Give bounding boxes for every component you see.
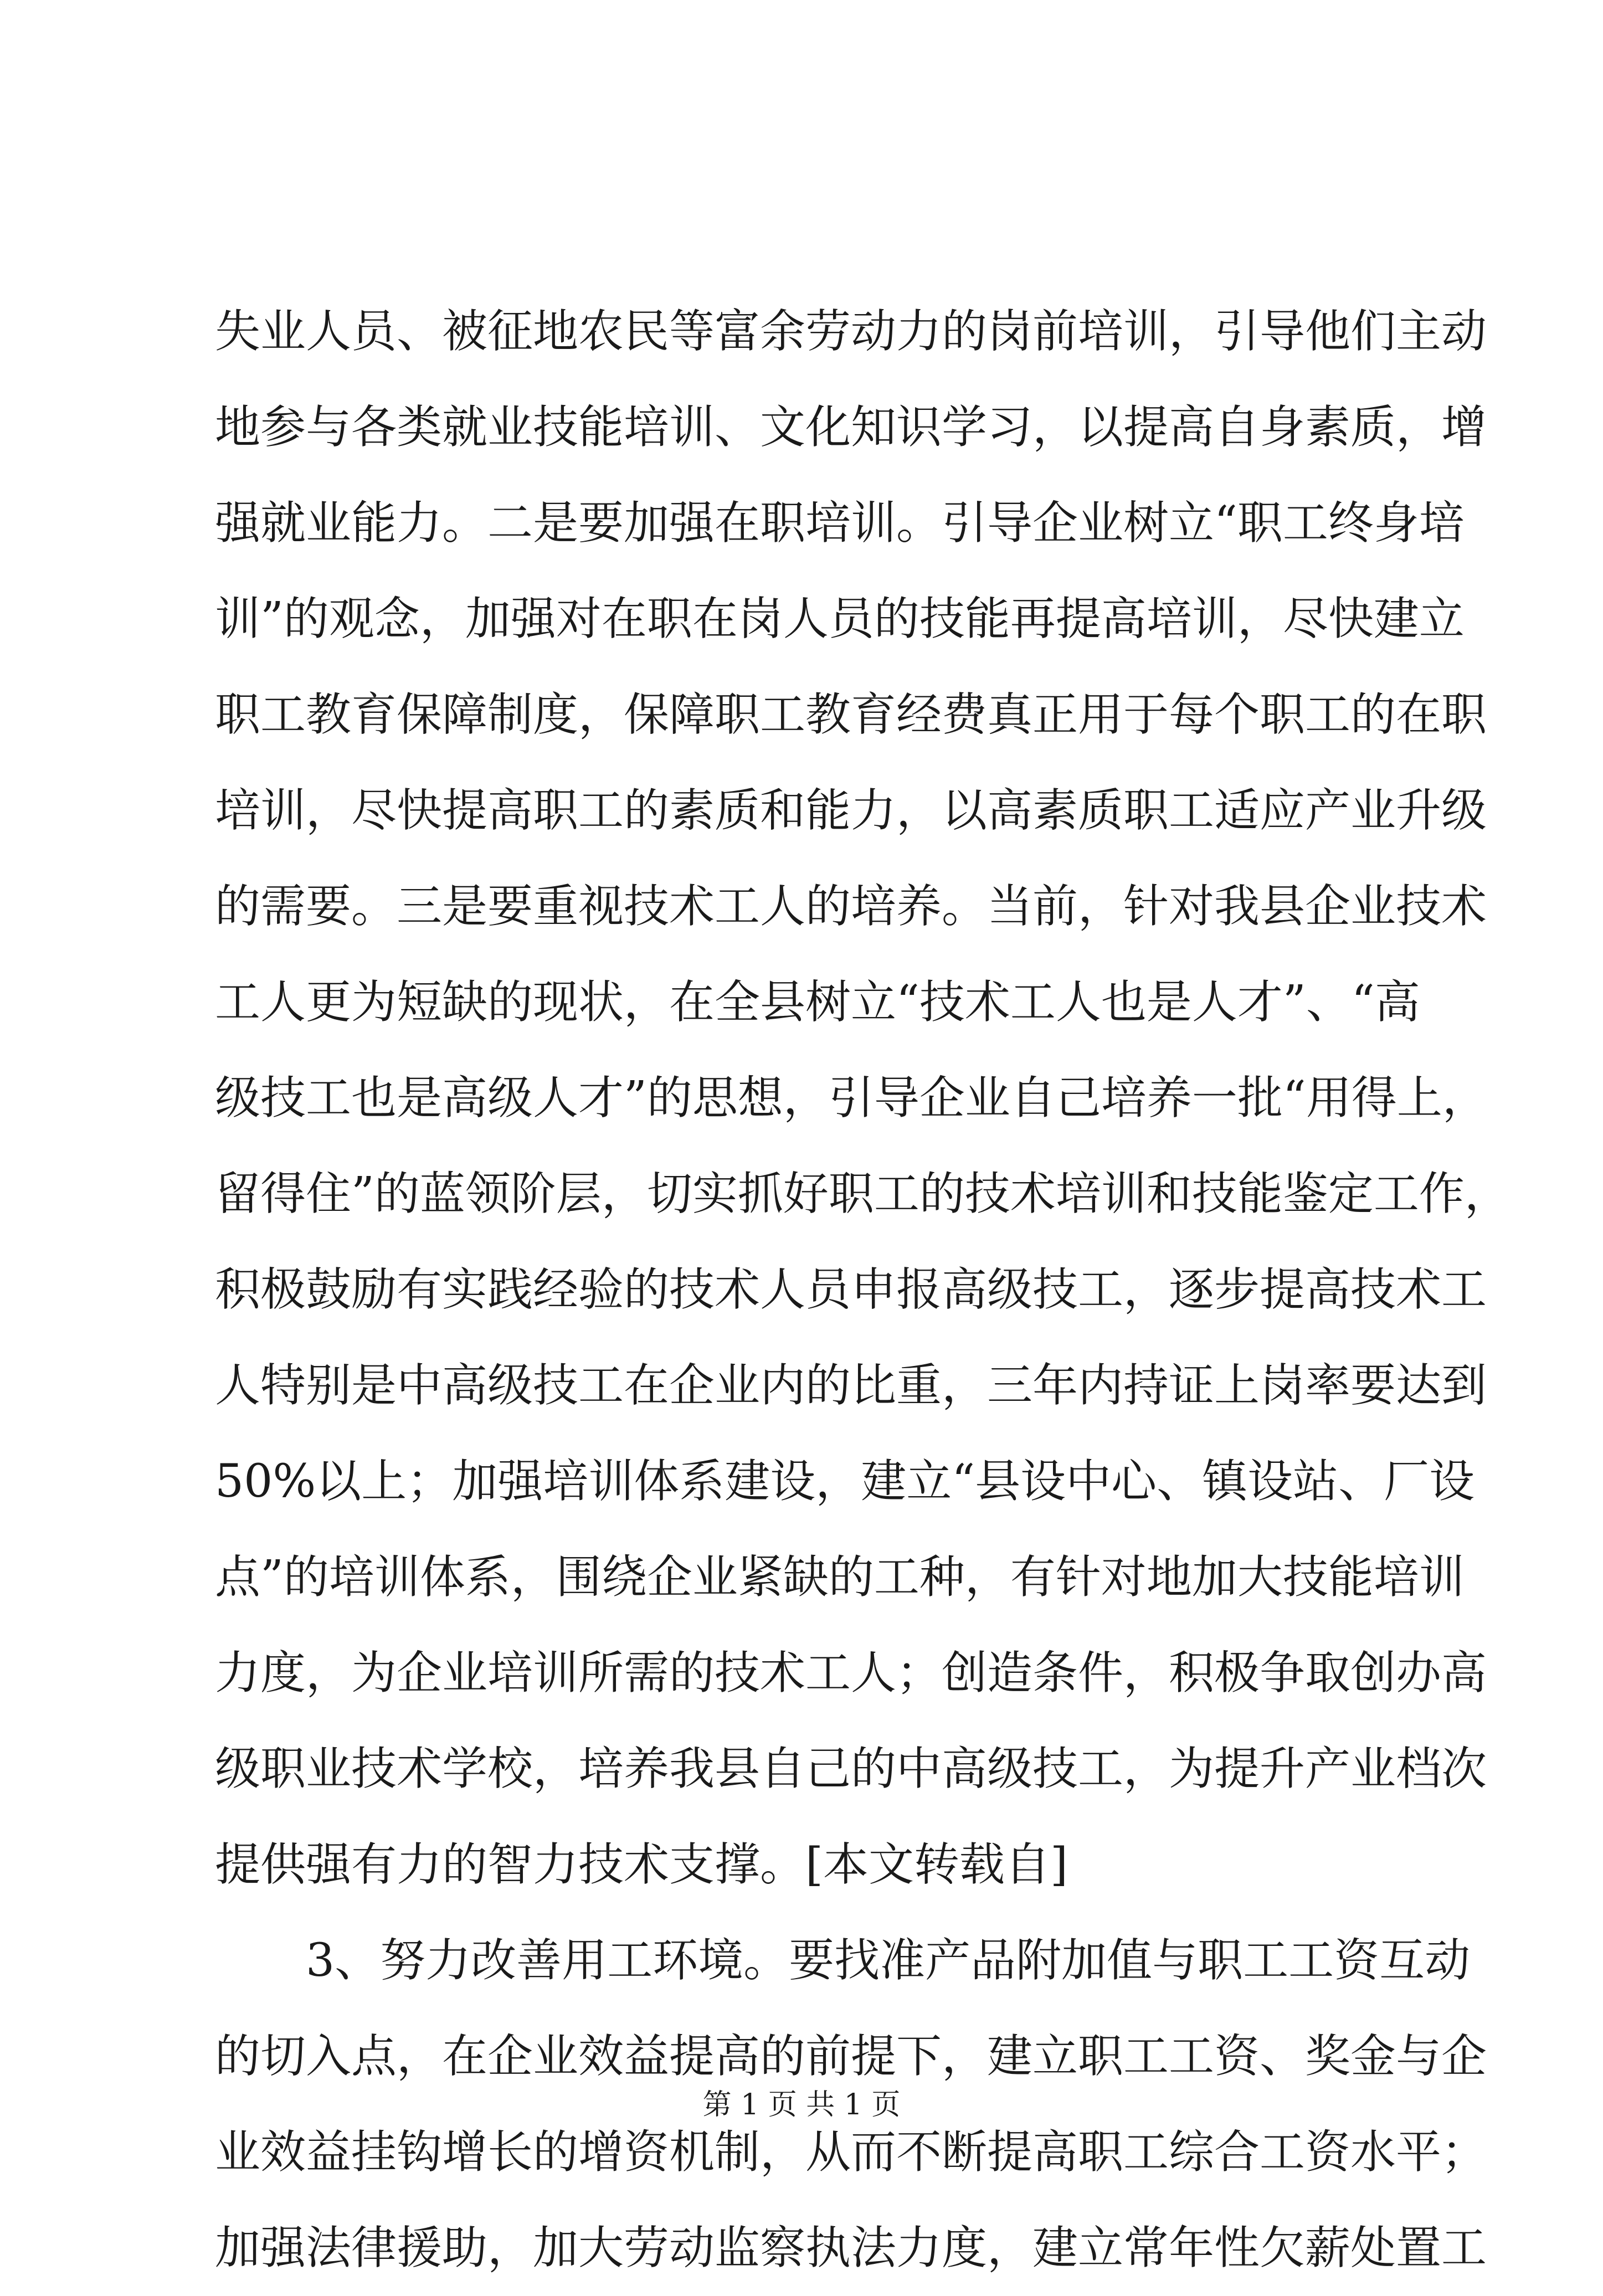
text-line: 点”的培训体系，围绕企业紧缺的工种，有针对地加大技能培训	[215, 1551, 1465, 1604]
page-number-footer: 第 1 页 共 1 页	[702, 2088, 901, 2122]
text-line: 地参与各类就业技能培训、文化知识学习，以提高自身素质，增	[215, 401, 1487, 454]
text-line: 培训，尽快提高职工的素质和能力，以高素质职工适应产业升级	[215, 784, 1487, 837]
text-line: 积极鼓励有实践经验的技术人员申报高级技工，逐步提高技术工	[215, 1263, 1487, 1316]
text-line: 级职业技术学校，培养我县自己的中高级技工，为提升产业档次	[215, 1743, 1487, 1795]
text-line: 加强法律援助，加大劳动监察执法力度，建立常年性欠薪处置工	[215, 2222, 1487, 2274]
text-line: 3、努力改善用工环境。要找准产品附加值与职工工资互动	[306, 1934, 1471, 1987]
text-line: 级技工也是高级人才”的思想，引导企业自己培养一批“用得上，	[215, 1072, 1488, 1124]
text-line: 训”的观念，加强对在职在岗人员的技能再提高培训，尽快建立	[215, 593, 1465, 645]
text-line: 失业人员、被征地农民等富余劳动力的岗前培训，引导他们主动	[215, 305, 1487, 358]
text-line: 50%以上；加强培训体系建设，建立“县设中心、镇设站、厂设	[215, 1455, 1475, 1508]
text-line: 工人更为短缺的现状，在全县树立“技术工人也是人才”、“高	[215, 976, 1420, 1029]
text-line: 力度，为企业培训所需的技术工人；创造条件，积极争取创办高	[215, 1647, 1487, 1699]
text-line: 提供强有力的智力技术支撑。[本文转载自]	[215, 1838, 1068, 1891]
text-line: 的需要。三是要重视技术工人的培养。当前，针对我县企业技术	[215, 880, 1487, 933]
text-line: 留得住”的蓝领阶层，切实抓好职工的技术培训和技能鉴定工作，	[215, 1168, 1510, 1220]
text-line: 人特别是中高级技工在企业内的比重，三年内持证上岗率要达到	[215, 1359, 1487, 1412]
text-line: 强就业能力。二是要加强在职培训。引导企业树立“职工终身培	[215, 497, 1465, 549]
body-text	[215, 284, 1510, 2296]
text-line: 的切入点，在企业效益提高的前提下，建立职工工资、奖金与企	[215, 2030, 1487, 2083]
text-line: 业效益挂钩增长的增资机制，从而不断提高职工综合工资水平；	[215, 2126, 1487, 2179]
text-line: 职工教育保障制度，保障职工教育经费真正用于每个职工的在职	[215, 689, 1487, 741]
